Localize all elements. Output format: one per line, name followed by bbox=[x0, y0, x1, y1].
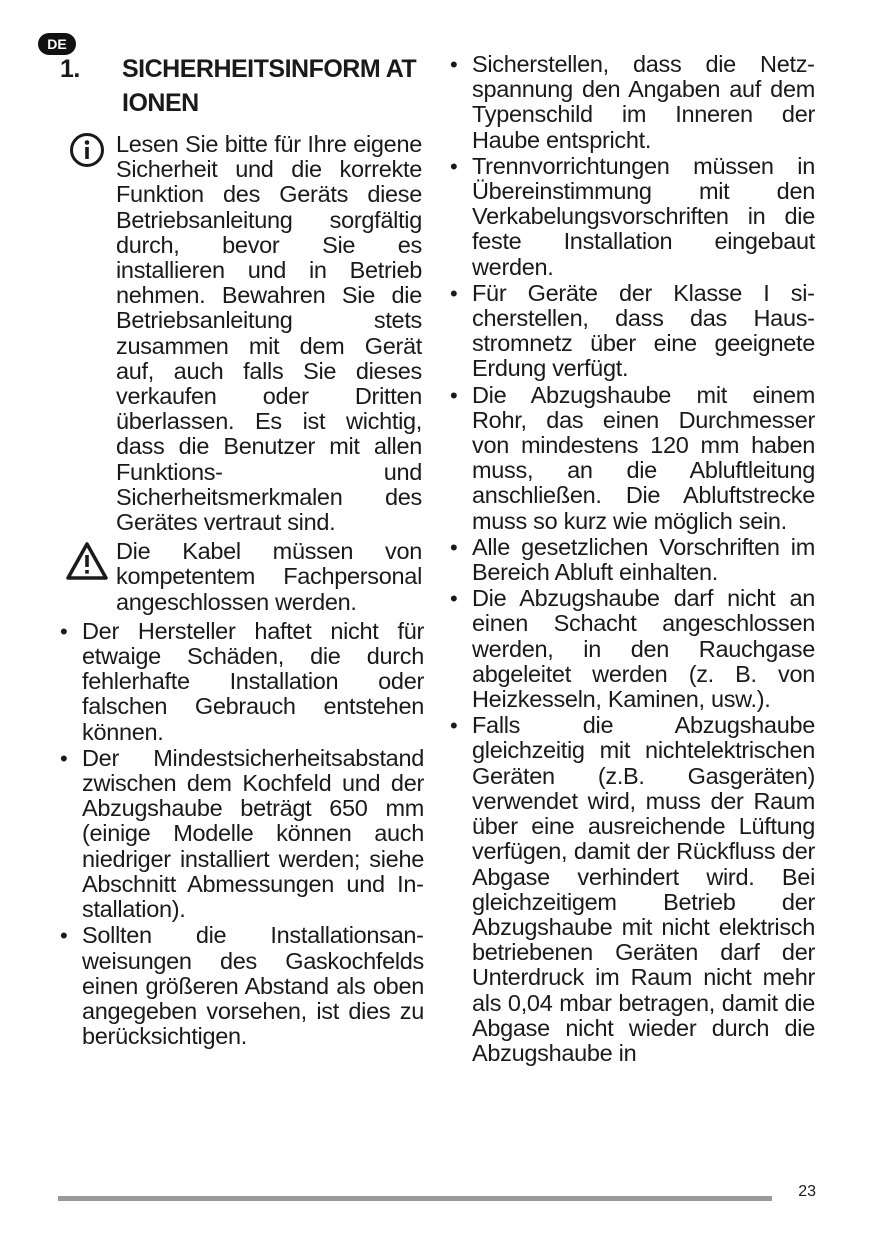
list-item: • Der Hersteller haftet nicht für etwaige Schäden, die durch fehlerhafte Installation oder falschen Gebrauch entstehen können. bbox=[58, 619, 424, 745]
list-item: • Sollten die Installationsanweisungen des Gaskochfelds einen größeren Abstand als oben angegeben vorsehen, ist dies zu berücksichtigen. bbox=[58, 923, 424, 1049]
section-heading bbox=[58, 52, 424, 120]
warning-note-text: Die Kabel müssen von kompetentem Fachpersonal angeschlossen werden. bbox=[116, 538, 422, 615]
list-item: • Die Abzugshaube mit einem Rohr, das einen Durchmesser von mindestens 120 mm haben muss, an die Abluftleitung anschließen. Die Abluftstrecke muss so kurz wie möglich sein. bbox=[448, 383, 815, 534]
list-item: • Sicherstellen, dass die Netzspannung den Angaben auf dem Typenschild im Inneren der Haube entspricht. bbox=[448, 52, 815, 153]
list-item: • Alle gesetzlichen Vorschriften im Bereich Abluft einhalten. bbox=[448, 535, 815, 585]
list-item: • Für Geräte der Klasse I sicherstellen, dass das Hausstromnetz über eine geeignete Erdung verfügt. bbox=[448, 281, 815, 382]
left-bullet-list bbox=[58, 619, 424, 1049]
right-bullet-list bbox=[448, 52, 815, 1066]
info-note bbox=[58, 132, 424, 535]
left-column bbox=[58, 52, 424, 1050]
footer-rule bbox=[58, 1196, 772, 1201]
list-item: • Falls die Abzugshaube gleichzeitig mit nichtelektrischen Geräten (z.B. Gasgeräten) verwendet wird, muss der Raum über eine ausreichende Lüftung verfügen, damit der Rückfluss der Abgase verhindert wird. Bei gleichzeitigem Betrieb der Abzugshaube mit nicht elektrisch betriebenen Geräten darf der Unterdruck im Raum nicht mehr als 0,04 mbar betragen, damit die Abgase nicht wieder durch die Abzugshaube in bbox=[448, 713, 815, 1066]
list-item: • Die Abzugshaube darf nicht an einen Schacht angeschlossen werden, in den Rauchgase abgeleitet werden (z. B. von Heizkesseln, Kaminen, usw.). bbox=[448, 586, 815, 712]
language-badge: DE bbox=[38, 33, 76, 55]
warning-icon bbox=[65, 541, 109, 581]
warning-note bbox=[58, 539, 424, 615]
section-title: SICHERHEITSINFORM ATIONEN bbox=[122, 55, 417, 117]
info-note-text: Lesen Sie bitte für Ihre eigene Sicherheit und die korrekte Funktion des Geräts diese Betriebsanleitung sorgfältig durch, bevor Sie es installieren und in Betrieb nehmen. Bewahren Sie die Betriebsanleitung stets zusammen mit dem Gerät auf, auch falls Sie dieses verkaufen oder Dritten überlassen. Es ist wichtig, dass die Benutzer mit allen Funktions- und Sicherheitsmerkmalen des Gerätes vertraut sind. bbox=[116, 131, 422, 536]
section-number: 1. bbox=[60, 55, 80, 83]
info-icon bbox=[69, 132, 105, 168]
list-item: • Trennvorrichtungen müssen in Übereinstimmung mit den Verkabelungsvorschriften in die feste Installation eingebaut werden. bbox=[448, 154, 815, 280]
page-number: 23 bbox=[798, 1183, 816, 1200]
right-column bbox=[448, 52, 815, 1067]
list-item: • Der Mindestsicherheitsabstand zwischen dem Kochfeld und der Abzugshaube beträgt 650 mm (einige Modelle können auch niedriger installiert werden; siehe Abschnitt Abmessungen und Installation). bbox=[58, 746, 424, 922]
